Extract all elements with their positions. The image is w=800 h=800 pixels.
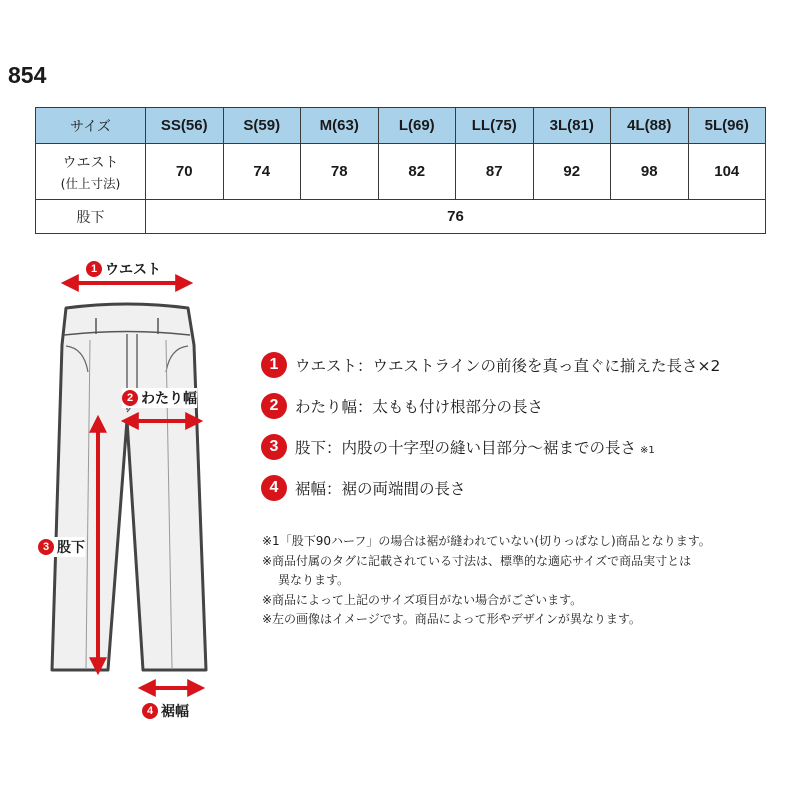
inseam-row-label: 股下 [36, 200, 146, 234]
size-table [35, 107, 766, 234]
legend-item-waist [261, 350, 781, 380]
waist-cell: 87 [456, 144, 534, 200]
size-header-cell: 3L(81) [533, 108, 611, 144]
waist-cell: 74 [223, 144, 301, 200]
legend-term: 股下 [295, 439, 327, 457]
legend-number-icon: 3 [261, 434, 287, 460]
waist-cell: 98 [611, 144, 689, 200]
note-line: 異なります。 [278, 573, 350, 587]
waist-cell: 92 [533, 144, 611, 200]
legend-term: ウエスト [295, 357, 358, 375]
legend-number-icon: 2 [261, 393, 287, 419]
waist-row [36, 144, 766, 200]
inseam-row [36, 200, 766, 234]
size-header-cell: L(69) [378, 108, 456, 144]
waist-cell: 104 [688, 144, 766, 200]
legend-item-thigh [261, 391, 781, 421]
size-header-cell: S(59) [223, 108, 301, 144]
pants-illustration [0, 250, 250, 730]
size-header-cell: 4L(88) [611, 108, 689, 144]
note-line: ※商品によって上記のサイズ項目がない場合がございます。 [262, 592, 583, 607]
legend-desc: ：太もも付け根部分の長さ [357, 398, 544, 416]
size-header-row [36, 108, 766, 144]
note-line: ※左の画像はイメージです。商品によって形やデザインが異なります。 [262, 612, 641, 626]
tag-label: わたり幅 [141, 391, 197, 407]
inseam-cell: 76 [146, 200, 766, 234]
waist-row-label [36, 144, 146, 200]
size-header-cell: LL(75) [456, 108, 534, 144]
waist-label-main: ウエスト [62, 154, 119, 171]
tag-thigh [122, 388, 197, 408]
model-number: 854 [8, 62, 47, 88]
legend-item-hem [261, 473, 781, 503]
tag-number-icon: 3 [38, 539, 54, 555]
legend-term: わたり幅 [295, 398, 358, 416]
pants-outline [52, 304, 206, 670]
legend-desc: ：裾の両端間の長さ [326, 480, 466, 498]
tag-inseam [38, 537, 85, 557]
size-header-label: サイズ [36, 108, 146, 144]
tag-number-icon: 1 [86, 261, 102, 277]
tag-label: 股下 [57, 540, 85, 556]
legend-term: 裾幅 [295, 480, 327, 498]
tag-label: 裾幅 [161, 704, 189, 720]
legend-desc: ：内股の十字型の縫い目部分～裾までの長さ [326, 439, 637, 457]
size-header-cell: M(63) [301, 108, 379, 144]
tag-number-icon: 4 [142, 703, 158, 719]
tag-hem [142, 701, 189, 721]
waist-cell: 70 [146, 144, 224, 200]
size-header-cell: 5L(96) [688, 108, 766, 144]
tag-label: ウエスト [105, 262, 161, 278]
legend-number-icon: 4 [261, 475, 287, 501]
size-header-cell: SS(56) [146, 108, 224, 144]
legend-number-icon: 1 [261, 352, 287, 378]
legend-desc: ：ウエストラインの前後を真っ直ぐに揃えた長さ×2 [357, 357, 721, 375]
waist-cell: 82 [378, 144, 456, 200]
waist-label-sub: (仕上寸法) [60, 175, 121, 191]
tag-number-icon: 2 [122, 390, 138, 406]
legend-item-inseam [261, 432, 781, 462]
note-line: ※商品付属のタグに記載されている寸法は、標準的な適応サイズで商品実寸とは [262, 553, 692, 568]
note-line: ※1「股下90ハーフ」の場合は裾が縫われていない(切りっぱなし)商品となります。 [262, 534, 711, 548]
tag-waist [86, 259, 161, 279]
notes-block [262, 532, 782, 630]
pants-diagram [0, 250, 250, 730]
waist-cell: 78 [301, 144, 379, 200]
legend-note-ref: ※1 [640, 445, 655, 456]
measurement-legend [261, 350, 781, 514]
